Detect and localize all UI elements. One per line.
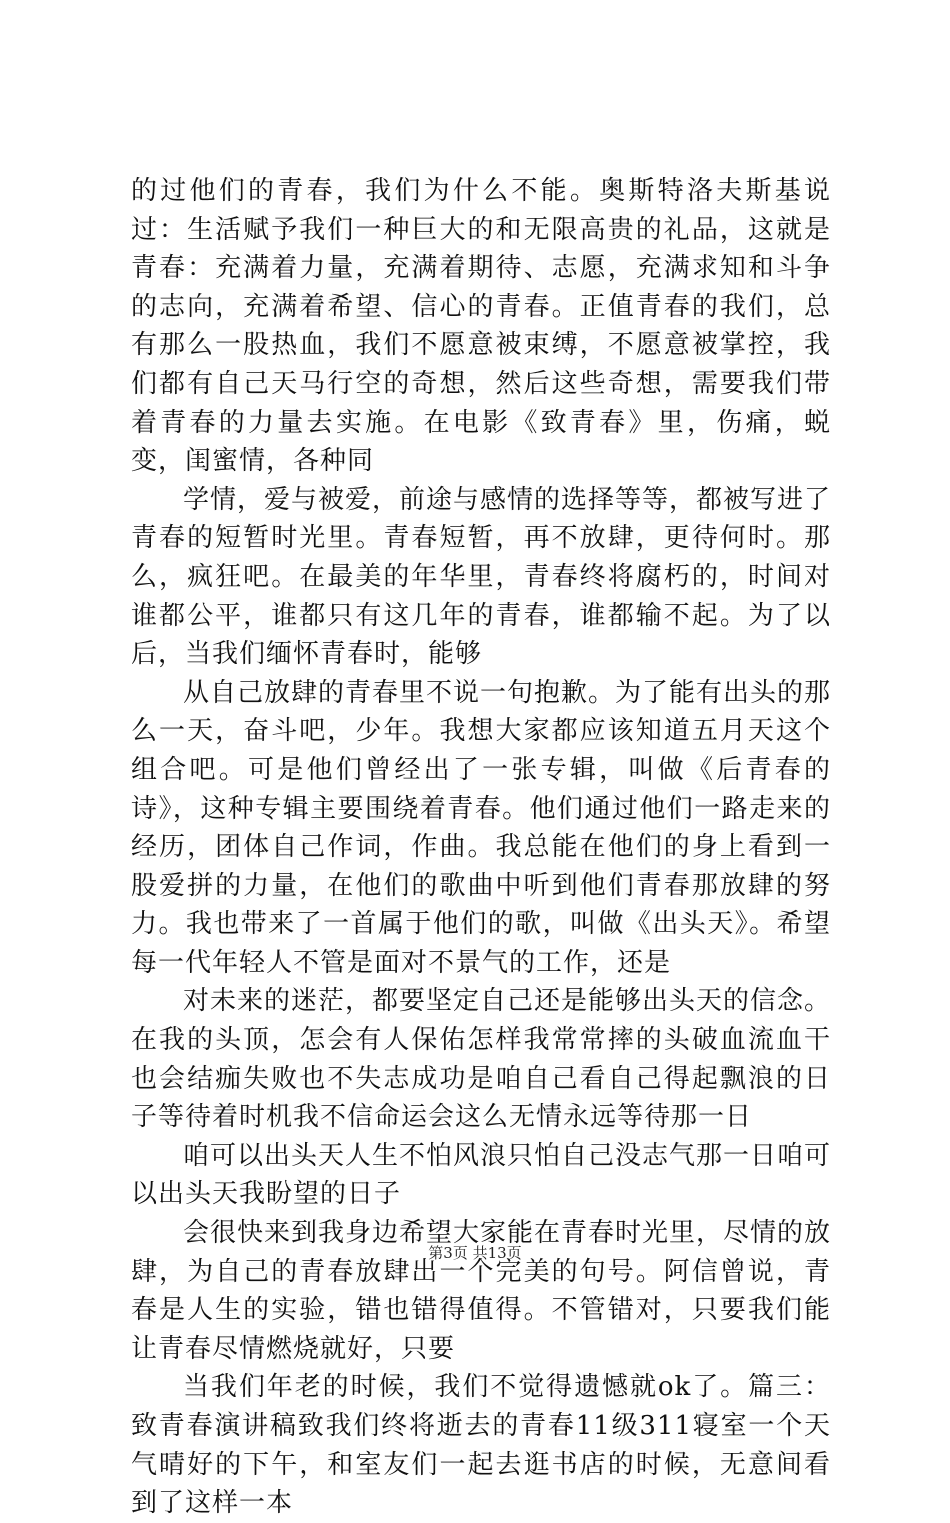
body-text [131,172,831,1523]
paragraph-3: 从自己放肆的青春里不说一句抱歉。为了能有出头的那么一天，奋斗吧，少年。我想大家都应该知道五月天这个组合吧。可是他们曾经出了一张专辑，叫做《后青春的诗》，这种专辑主要围绕着青春。他们通过他们一路走来的经历，团体自己作词，作曲。我总能在他们的身上看到一股爱拼的力量，在他们的歌曲中听到他们青春那放肆的努力。我也带来了一首属于他们的歌，叫做《出头天》。希望每一代年轻人不管是面对不景气的工作，还是 [131,677,832,978]
paragraph-4: 对未来的迷茫，都要坚定自己还是能够出头天的信念。在我的头顶，怎会有人保佑怎样我常常摔的头破血流血干也会结痂失败也不失志成功是咱自己看自己得起飘浪的日子等待着时机我不信命运会这么无情永远等待那一日 [131,986,832,1133]
paragraph-6: 会很快来到我身边希望大家能在青春时光里，尽情的放肆，为自己的青春放肆出一个完美的句号。阿信曾说，青春是人生的实验，错也错得值得。不管错对，只要我们能让青春尽情燃烧就好，只要 [131,1218,832,1364]
paragraph-2: 学情，爱与被爱，前途与感情的选择等等，都被写进了青春的短暂时光里。青春短暂，再不放肆，更待何时。那么，疯狂吧。在最美的年华里，青春终将腐朽的，时间对谁都公平，谁都只有这几年的青春，谁都输不起。为了以后，当我们缅怀青春时，能够 [131,484,832,670]
paragraph-5: 咱可以出头天人生不怕风浪只怕自己没志气那一日咱可以出头天我盼望的日子 [131,1140,832,1210]
paragraph-1: 的过他们的青春，我们为什么不能。奥斯特洛夫斯基说过：生活赋予我们一种巨大的和无限高贵的礼品，这就是青春：充满着力量，充满着期待、志愿，充满求知和斗争的志向，充满着希望、信心的青春。正值青春的我们，总有那么一股热血，我们不愿意被束缚，不愿意被掌控，我们都有自己天马行空的奇想，然后这些奇想，需要我们带着青春的力量去实施。在电影《致青春》里，伤痛，蜕变，闺蜜情，各种同 [131,176,831,477]
paragraph-7: 当我们年老的时候，我们不觉得遗憾就ok了。篇三：致青春演讲稿致我们终将逝去的青春11级311寝室一个天气晴好的下午，和室友们一起去逛书店的时候，无意间看到了这样一本 [131,1372,831,1519]
page-number-footer: 第3页 共13页 [428,1244,522,1262]
